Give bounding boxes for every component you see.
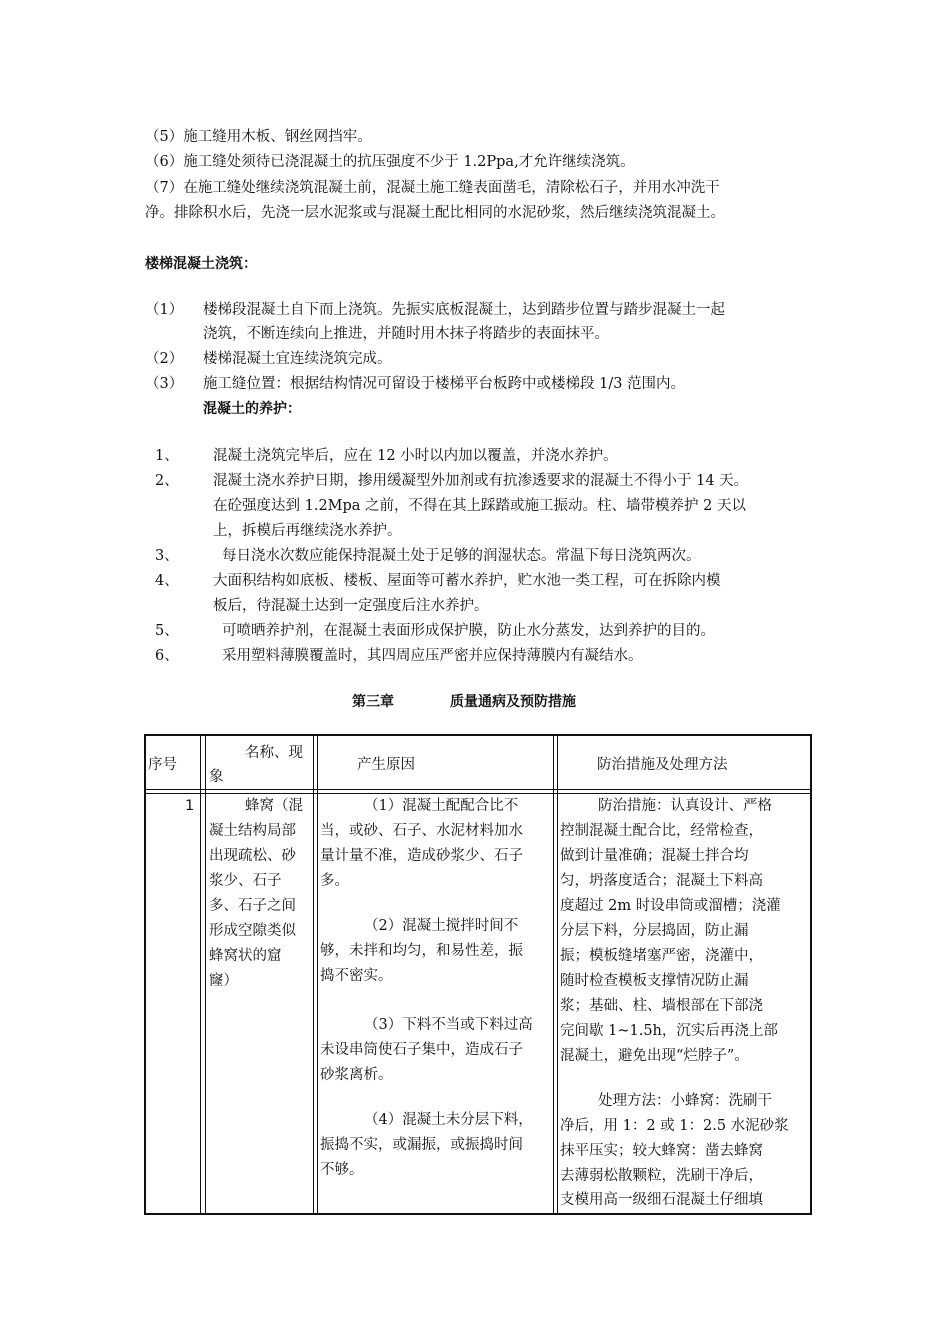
row1-seq: 1	[185, 798, 195, 814]
row1-name-line: 蜂窝状的窟	[209, 948, 282, 964]
row1-measure-line: 混凝土，避免出现“烂脖子”。	[560, 1048, 749, 1064]
joint-line-5: （5）施工缝用木板、钢丝网挡牢。	[145, 129, 372, 145]
table-col-divider	[200, 734, 201, 1215]
row1-name-line: 形成空隙类似	[209, 923, 296, 939]
row1-cause-line: 不够。	[320, 1162, 364, 1178]
row1-name-line: 凝土结构局部	[209, 823, 296, 839]
row1-cause-line: 够，未拌和均匀，和易性差，振	[320, 943, 523, 959]
curing-item-6-line1: 采用塑料薄膜覆盖时，其四周应压严密并应保持薄膜内有凝结水。	[222, 648, 643, 664]
row1-measure-line: 完间歇 1~1.5h，沉实后再浇上部	[560, 1023, 778, 1039]
joint-line-7a: （7）在施工缝处继续浇筑混凝土前，混凝土施工缝表面凿毛，清除松石子，并用水冲洗干	[145, 180, 720, 196]
joint-line-7b: 净。排除积水后，先浇一层水泥浆或与混凝土配比相同的水泥砂浆，然后继续浇筑混凝土。	[145, 205, 725, 221]
header-seq: 序号	[148, 757, 177, 773]
curing-item-5-line1: 可喷晒养护剂，在混凝土表面形成保护膜，防止水分蒸发，达到养护的目的。	[222, 623, 715, 639]
row1-measure-line: 处理方法：小蜂窝：洗刷干	[598, 1093, 772, 1109]
chapter-number: 第三章	[352, 694, 394, 710]
row1-measure-line: 去薄弱松散颗粒，洗刷干净后，	[560, 1168, 763, 1184]
row1-cause-line: 多。	[320, 873, 349, 889]
row1-measure-line: 浆；基础、柱、墙根部在下部浇	[560, 998, 763, 1014]
header-measures: 防治措施及处理方法	[597, 757, 728, 773]
curing-item-3-line1: 每日浇水次数应能保持混凝土处于足够的润湿状态。常温下每日浇筑两次。	[222, 548, 701, 564]
table-col-divider	[313, 734, 314, 1215]
row1-cause-line: （1）混凝土配配合比不	[364, 798, 519, 814]
row1-name-line: 窿）	[209, 973, 238, 989]
row1-measure-line: 匀，坍落度适合；混凝土下料高	[560, 873, 763, 889]
row1-cause-line: 捣不密实。	[320, 968, 393, 984]
curing-item-1-line1: 混凝土浇筑完毕后，应在 12 小时以内加以覆盖，并浇水养护。	[213, 448, 618, 464]
curing-item-4-line2: 板后，待混凝土达到一定强度后注水养护。	[213, 598, 489, 614]
row1-cause-line: 未设串筒使石子集中，造成石子	[320, 1042, 523, 1058]
stair-item-1-line1: 楼梯段混凝土自下而上浇筑。先振实底板混凝土，达到踏步位置与踏步混凝土一起	[203, 302, 725, 318]
stair-item-2-line1: 楼梯混凝土宜连续浇筑完成。	[203, 351, 392, 367]
row1-measure-line: 度超过 2m 时设串筒或溜槽；浇灌	[560, 898, 781, 914]
row1-measure-line: 抹平压实；较大蜂窝：凿去蜂窝	[560, 1143, 763, 1159]
row1-measure-line: 控制混凝土配合比，经常检查，	[560, 823, 763, 839]
row1-name-line: 蜂窝（混	[245, 798, 303, 814]
row1-name-line: 浆少、石子	[209, 873, 282, 889]
chapter-title: 质量通病及预防措施	[450, 694, 576, 710]
row1-name-line: 多、石子之间	[209, 898, 296, 914]
row1-name-line: 出现疏松、砂	[209, 848, 296, 864]
curing-item-5-num: 5、	[155, 623, 179, 639]
curing-item-6-num: 6、	[155, 648, 179, 664]
row1-cause-line: 砂浆离析。	[320, 1067, 393, 1083]
curing-item-3-num: 3、	[155, 548, 179, 564]
row1-cause-line: 量计量不准，造成砂浆少、石子	[320, 848, 523, 864]
table-col-divider	[205, 734, 206, 1215]
stair-item-3-num: （3）	[145, 376, 184, 392]
row1-measure-line: 做到计量准确；混凝土拌合均	[560, 848, 749, 864]
row1-cause-line: （4）混凝土未分层下料，	[364, 1112, 533, 1128]
curing-item-2-line1: 混凝土浇水养护日期，掺用缓凝型外加剂或有抗渗透要求的混凝土不得小于 14 天。	[213, 473, 749, 489]
curing-item-1-num: 1、	[155, 448, 179, 464]
curing-item-4-num: 4、	[155, 573, 179, 589]
curing-heading: 混凝土的养护：	[203, 401, 301, 417]
stair-item-2-num: （2）	[145, 351, 184, 367]
curing-item-4-line1: 大面积结构如底板、楼板、屋面等可蓄水养护，贮水池一类工程，可在拆除内模	[213, 573, 721, 589]
row1-measure-line: 净后，用 1：2 或 1：2.5 水泥砂浆	[560, 1118, 789, 1134]
header-cause: 产生原因	[357, 757, 415, 773]
row1-measure-line: 防治措施：认真设计、严格	[598, 798, 772, 814]
curing-item-2-line2: 在砼强度达到 1.2Mpa 之前，不得在其上踩踏或施工振动。柱、墙带模养护 2 天以	[213, 498, 746, 514]
stair-heading: 楼梯混凝土浇筑：	[145, 256, 257, 272]
row1-cause-line: （2）混凝土搅拌时间不	[364, 918, 519, 934]
table-header-divider	[144, 789, 812, 790]
row1-measure-line: 支模用高一级细石混凝土仔细填	[560, 1192, 763, 1208]
row1-measure-line: 分层下料，分层捣固，防止漏	[560, 923, 749, 939]
joint-line-6: （6）施工缝处须待已浇混凝土的抗压强度不少于 1.2Ppa,才允许继续浇筑。	[145, 154, 635, 170]
stair-item-1-num: （1）	[145, 302, 184, 318]
header-name-line1: 名称、现	[245, 745, 303, 761]
curing-item-2-num: 2、	[155, 473, 179, 489]
row1-measure-line: 随时检查模板支撑情况防止漏	[560, 973, 749, 989]
stair-item-3-line1: 施工缝位置：根据结构情况可留设于楼梯平台板跨中或楼梯段 1/3 范围内。	[203, 376, 686, 392]
header-name-line2: 象	[209, 769, 224, 785]
stair-item-1-line2: 浇筑，不断连续向上推进，并随时用木抹子将踏步的表面抹平。	[203, 326, 609, 342]
row1-cause-line: 当，或砂、石子、水泥材料加水	[320, 823, 523, 839]
table-col-divider	[553, 734, 554, 1215]
table-col-divider	[557, 734, 558, 1215]
curing-item-2-line3: 上，拆模后再继续浇水养护。	[213, 523, 402, 539]
row1-measure-line: 振；模板缝堵塞严密，浇灌中，	[560, 948, 763, 964]
table-col-divider	[317, 734, 318, 1215]
row1-cause-line: （3）下料不当或下料过高	[364, 1017, 533, 1033]
row1-cause-line: 振捣不实，或漏振，或振捣时间	[320, 1137, 523, 1153]
